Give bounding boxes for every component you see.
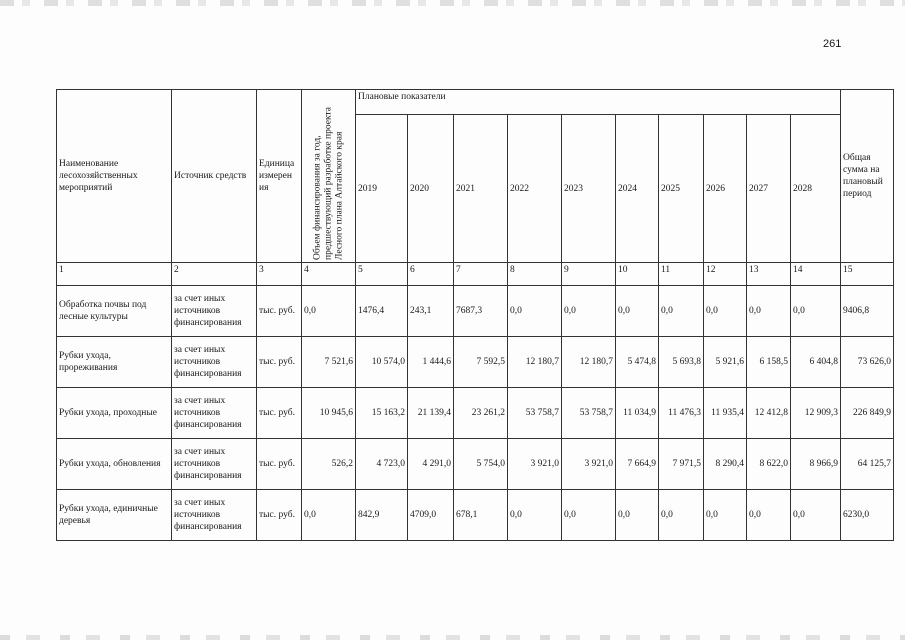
value-2023: 0,0 (562, 490, 616, 541)
scan-artifact-top (0, 0, 905, 6)
activity-name: Рубки ухода, проходные (57, 388, 172, 439)
value-2021: 7687,3 (454, 286, 508, 337)
year-2028: 2028 (791, 115, 841, 263)
year-2023: 2023 (562, 115, 616, 263)
value-2020: 4 291,0 (408, 439, 454, 490)
funding-source: за счет иных источников финансирования (172, 439, 257, 490)
value-2023: 12 180,7 (562, 337, 616, 388)
value-2027: 8 622,0 (747, 439, 791, 490)
total-value: 64 125,7 (841, 439, 894, 490)
value-2021: 7 592,5 (454, 337, 508, 388)
value-2024: 5 474,8 (616, 337, 659, 388)
scan-artifact-bottom (0, 635, 905, 640)
index-cell: 2 (172, 263, 257, 286)
value-2025: 0,0 (659, 490, 704, 541)
value-2028: 0,0 (791, 490, 841, 541)
year-2024: 2024 (616, 115, 659, 263)
value-2028: 6 404,8 (791, 337, 841, 388)
value-2019: 10 574,0 (356, 337, 408, 388)
value-2027: 6 158,5 (747, 337, 791, 388)
table-row (57, 490, 894, 541)
table-row (57, 388, 894, 439)
year-2022: 2022 (508, 115, 562, 263)
year-2026: 2026 (704, 115, 747, 263)
index-cell: 7 (454, 263, 508, 286)
value-2024: 0,0 (616, 490, 659, 541)
year-2020: 2020 (408, 115, 454, 263)
value-2019: 4 723,0 (356, 439, 408, 490)
funding-source: за счет иных источников финансирования (172, 286, 257, 337)
index-cell: 6 (408, 263, 454, 286)
value-2025: 11 476,3 (659, 388, 704, 439)
value-2028: 8 966,9 (791, 439, 841, 490)
value-2025: 7 971,5 (659, 439, 704, 490)
funding-source: за счет иных источников финансирования (172, 337, 257, 388)
value-2026: 0,0 (704, 286, 747, 337)
index-cell: 1 (57, 263, 172, 286)
unit-cell: тыс. руб. (257, 388, 302, 439)
prev-year-value: 526,2 (302, 439, 356, 490)
value-2019: 15 163,2 (356, 388, 408, 439)
value-2022: 3 921,0 (508, 439, 562, 490)
index-cell: 12 (704, 263, 747, 286)
index-cell: 3 (257, 263, 302, 286)
index-cell: 10 (616, 263, 659, 286)
value-2021: 23 261,2 (454, 388, 508, 439)
value-2023: 0,0 (562, 286, 616, 337)
total-value: 6230,0 (841, 490, 894, 541)
value-2026: 8 290,4 (704, 439, 747, 490)
value-2027: 0,0 (747, 490, 791, 541)
value-2020: 1 444,6 (408, 337, 454, 388)
index-cell: 13 (747, 263, 791, 286)
header-unit: Единица измерен ия (257, 90, 302, 263)
value-2024: 0,0 (616, 286, 659, 337)
header-prev-year-text: Объем финансирования за год, предшествующий разработке проекта Лесного плана Алтайского края (312, 107, 344, 260)
value-2021: 678,1 (454, 490, 508, 541)
value-2022: 53 758,7 (508, 388, 562, 439)
index-cell: 8 (508, 263, 562, 286)
value-2027: 12 412,8 (747, 388, 791, 439)
index-cell: 9 (562, 263, 616, 286)
value-2025: 5 693,8 (659, 337, 704, 388)
index-cell: 4 (302, 263, 356, 286)
table-row (57, 439, 894, 490)
header-row-1 (57, 90, 894, 115)
year-2019: 2019 (356, 115, 408, 263)
activity-name: Обработка почвы под лесные культуры (57, 286, 172, 337)
index-cell: 14 (791, 263, 841, 286)
prev-year-value: 10 945,6 (302, 388, 356, 439)
prev-year-value: 7 521,6 (302, 337, 356, 388)
year-2027: 2027 (747, 115, 791, 263)
page-number: 261 (823, 38, 842, 50)
activity-name: Рубки ухода, единичные деревья (57, 490, 172, 541)
table-row (57, 337, 894, 388)
total-value: 9406,8 (841, 286, 894, 337)
header-name: Наименование лесохозяйственных мероприятий (57, 90, 172, 263)
index-cell: 15 (841, 263, 894, 286)
column-index-row (57, 263, 894, 286)
prev-year-value: 0,0 (302, 490, 356, 541)
index-cell: 5 (356, 263, 408, 286)
year-2021: 2021 (454, 115, 508, 263)
value-2020: 243,1 (408, 286, 454, 337)
header-prev-year (302, 90, 356, 263)
funding-source: за счет иных источников финансирования (172, 490, 257, 541)
value-2020: 21 139,4 (408, 388, 454, 439)
value-2022: 0,0 (508, 286, 562, 337)
value-2023: 53 758,7 (562, 388, 616, 439)
unit-cell: тыс. руб. (257, 439, 302, 490)
activity-name: Рубки ухода, прореживания (57, 337, 172, 388)
prev-year-value: 0,0 (302, 286, 356, 337)
forestry-plan-table (56, 89, 894, 541)
value-2019: 842,9 (356, 490, 408, 541)
value-2025: 0,0 (659, 286, 704, 337)
year-2025: 2025 (659, 115, 704, 263)
value-2024: 7 664,9 (616, 439, 659, 490)
funding-source: за счет иных источников финансирования (172, 388, 257, 439)
value-2023: 3 921,0 (562, 439, 616, 490)
header-planned: Плановые показатели (356, 90, 841, 115)
value-2026: 11 935,4 (704, 388, 747, 439)
value-2026: 0,0 (704, 490, 747, 541)
header-source: Источник средств (172, 90, 257, 263)
unit-cell: тыс. руб. (257, 490, 302, 541)
header-total: Общая сумма на плановый период (841, 90, 894, 263)
value-2027: 0,0 (747, 286, 791, 337)
value-2022: 12 180,7 (508, 337, 562, 388)
index-cell: 11 (659, 263, 704, 286)
value-2028: 12 909,3 (791, 388, 841, 439)
activity-name: Рубки ухода, обновления (57, 439, 172, 490)
table-row (57, 286, 894, 337)
value-2020: 4709,0 (408, 490, 454, 541)
value-2021: 5 754,0 (454, 439, 508, 490)
value-2019: 1476,4 (356, 286, 408, 337)
value-2022: 0,0 (508, 490, 562, 541)
value-2026: 5 921,6 (704, 337, 747, 388)
value-2024: 11 034,9 (616, 388, 659, 439)
total-value: 226 849,9 (841, 388, 894, 439)
unit-cell: тыс. руб. (257, 337, 302, 388)
unit-cell: тыс. руб. (257, 286, 302, 337)
value-2028: 0,0 (791, 286, 841, 337)
total-value: 73 626,0 (841, 337, 894, 388)
